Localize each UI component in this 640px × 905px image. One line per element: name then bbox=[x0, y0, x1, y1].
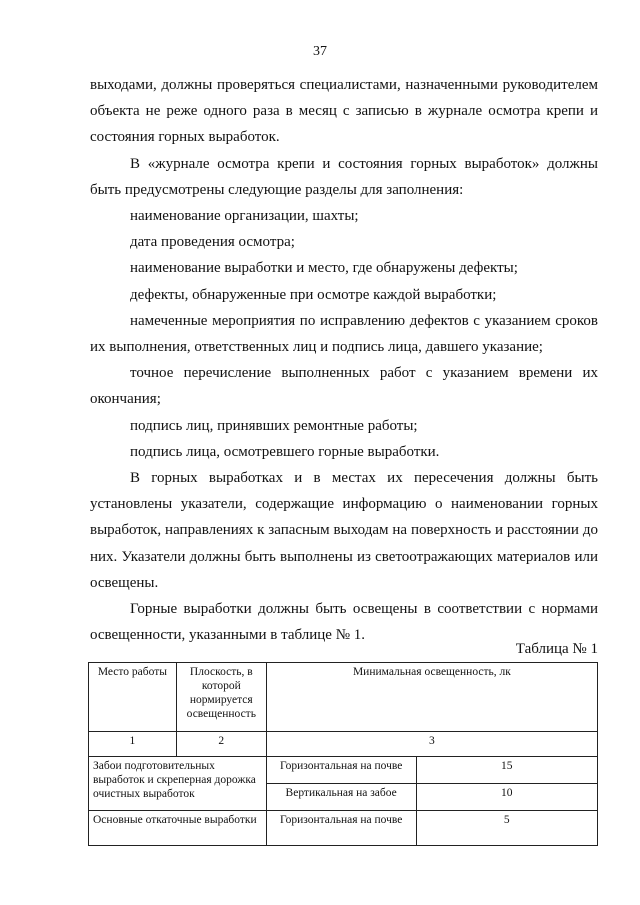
paragraph-journal-sections: В «журнале осмотра крепи и состояния горных выработок» должны быть предусмотрены следующие разделы для заполнения: bbox=[90, 155, 598, 198]
header-min-illuminance: Минимальная освещенность, лк bbox=[266, 663, 597, 732]
plane-cell: Горизонтальная на почве bbox=[266, 811, 416, 846]
header-workplace: Место работы bbox=[89, 663, 177, 732]
table-row bbox=[89, 757, 598, 784]
list-item: дефекты, обнаруженные при осмотре каждой выработки; bbox=[130, 286, 497, 303]
value-cell: 5 bbox=[416, 811, 597, 846]
column-number: 3 bbox=[266, 732, 597, 757]
list-item: дата проведения осмотра; bbox=[130, 234, 295, 251]
column-number: 2 bbox=[176, 732, 266, 757]
list-item: наименование выработки и место, где обнаружены дефекты; bbox=[130, 260, 518, 277]
value-cell: 15 bbox=[416, 757, 597, 784]
list-item: точное перечисление выполненных работ с указанием времени их окончания; bbox=[90, 365, 598, 408]
page-number: 37 bbox=[313, 44, 327, 59]
column-number: 1 bbox=[89, 732, 177, 757]
header-plane: Плоскость, в которой нормируется освещенность bbox=[176, 663, 266, 732]
list-item: намеченные мероприятия по исправлению дефектов с указанием сроков их выполнения, ответственных лиц и подпись лица, давшего указание; bbox=[90, 312, 598, 356]
column-number-row bbox=[89, 732, 598, 757]
workplace-cell: Забои подготовительных выработок и скреперная дорожка очистных выработок bbox=[89, 757, 267, 811]
list-item: подпись лиц, принявших ремонтные работы; bbox=[130, 417, 418, 434]
plane-cell: Вертикальная на забое bbox=[266, 784, 416, 811]
paragraph-lighting: Горные выработки должны быть освещены в соответствии с нормами освещенности, указанными в таблице № 1. bbox=[90, 601, 598, 644]
list-item: наименование организации, шахты; bbox=[130, 208, 359, 225]
list-item: подпись лица, осмотревшего горные выработки. bbox=[130, 443, 440, 460]
table-header-row bbox=[89, 663, 598, 732]
paragraph-continuation: выходами, должны проверяться специалистами, назначенными руководителем объекта не реже одного раза в месяц с записью в журнале осмотра крепи и состояния горных выработок. bbox=[90, 77, 598, 146]
plane-cell: Горизонтальная на почве bbox=[266, 757, 416, 784]
illuminance-table bbox=[88, 662, 598, 846]
workplace-cell: Основные откаточные выработки bbox=[89, 811, 267, 846]
table-caption: Таблица № 1 bbox=[515, 641, 598, 657]
paragraph-signs: В горных выработках и в местах их пересечения должны быть установлены указатели, содержащие информацию о наименовании горных выработок, направлениях к запасным выходам на поверхность и расстоянии до них. Указатели должны быть выполнены из светоотражающих материалов или освещены. bbox=[90, 470, 598, 591]
table-row bbox=[89, 811, 598, 846]
document-body bbox=[90, 72, 598, 648]
value-cell: 10 bbox=[416, 784, 597, 811]
